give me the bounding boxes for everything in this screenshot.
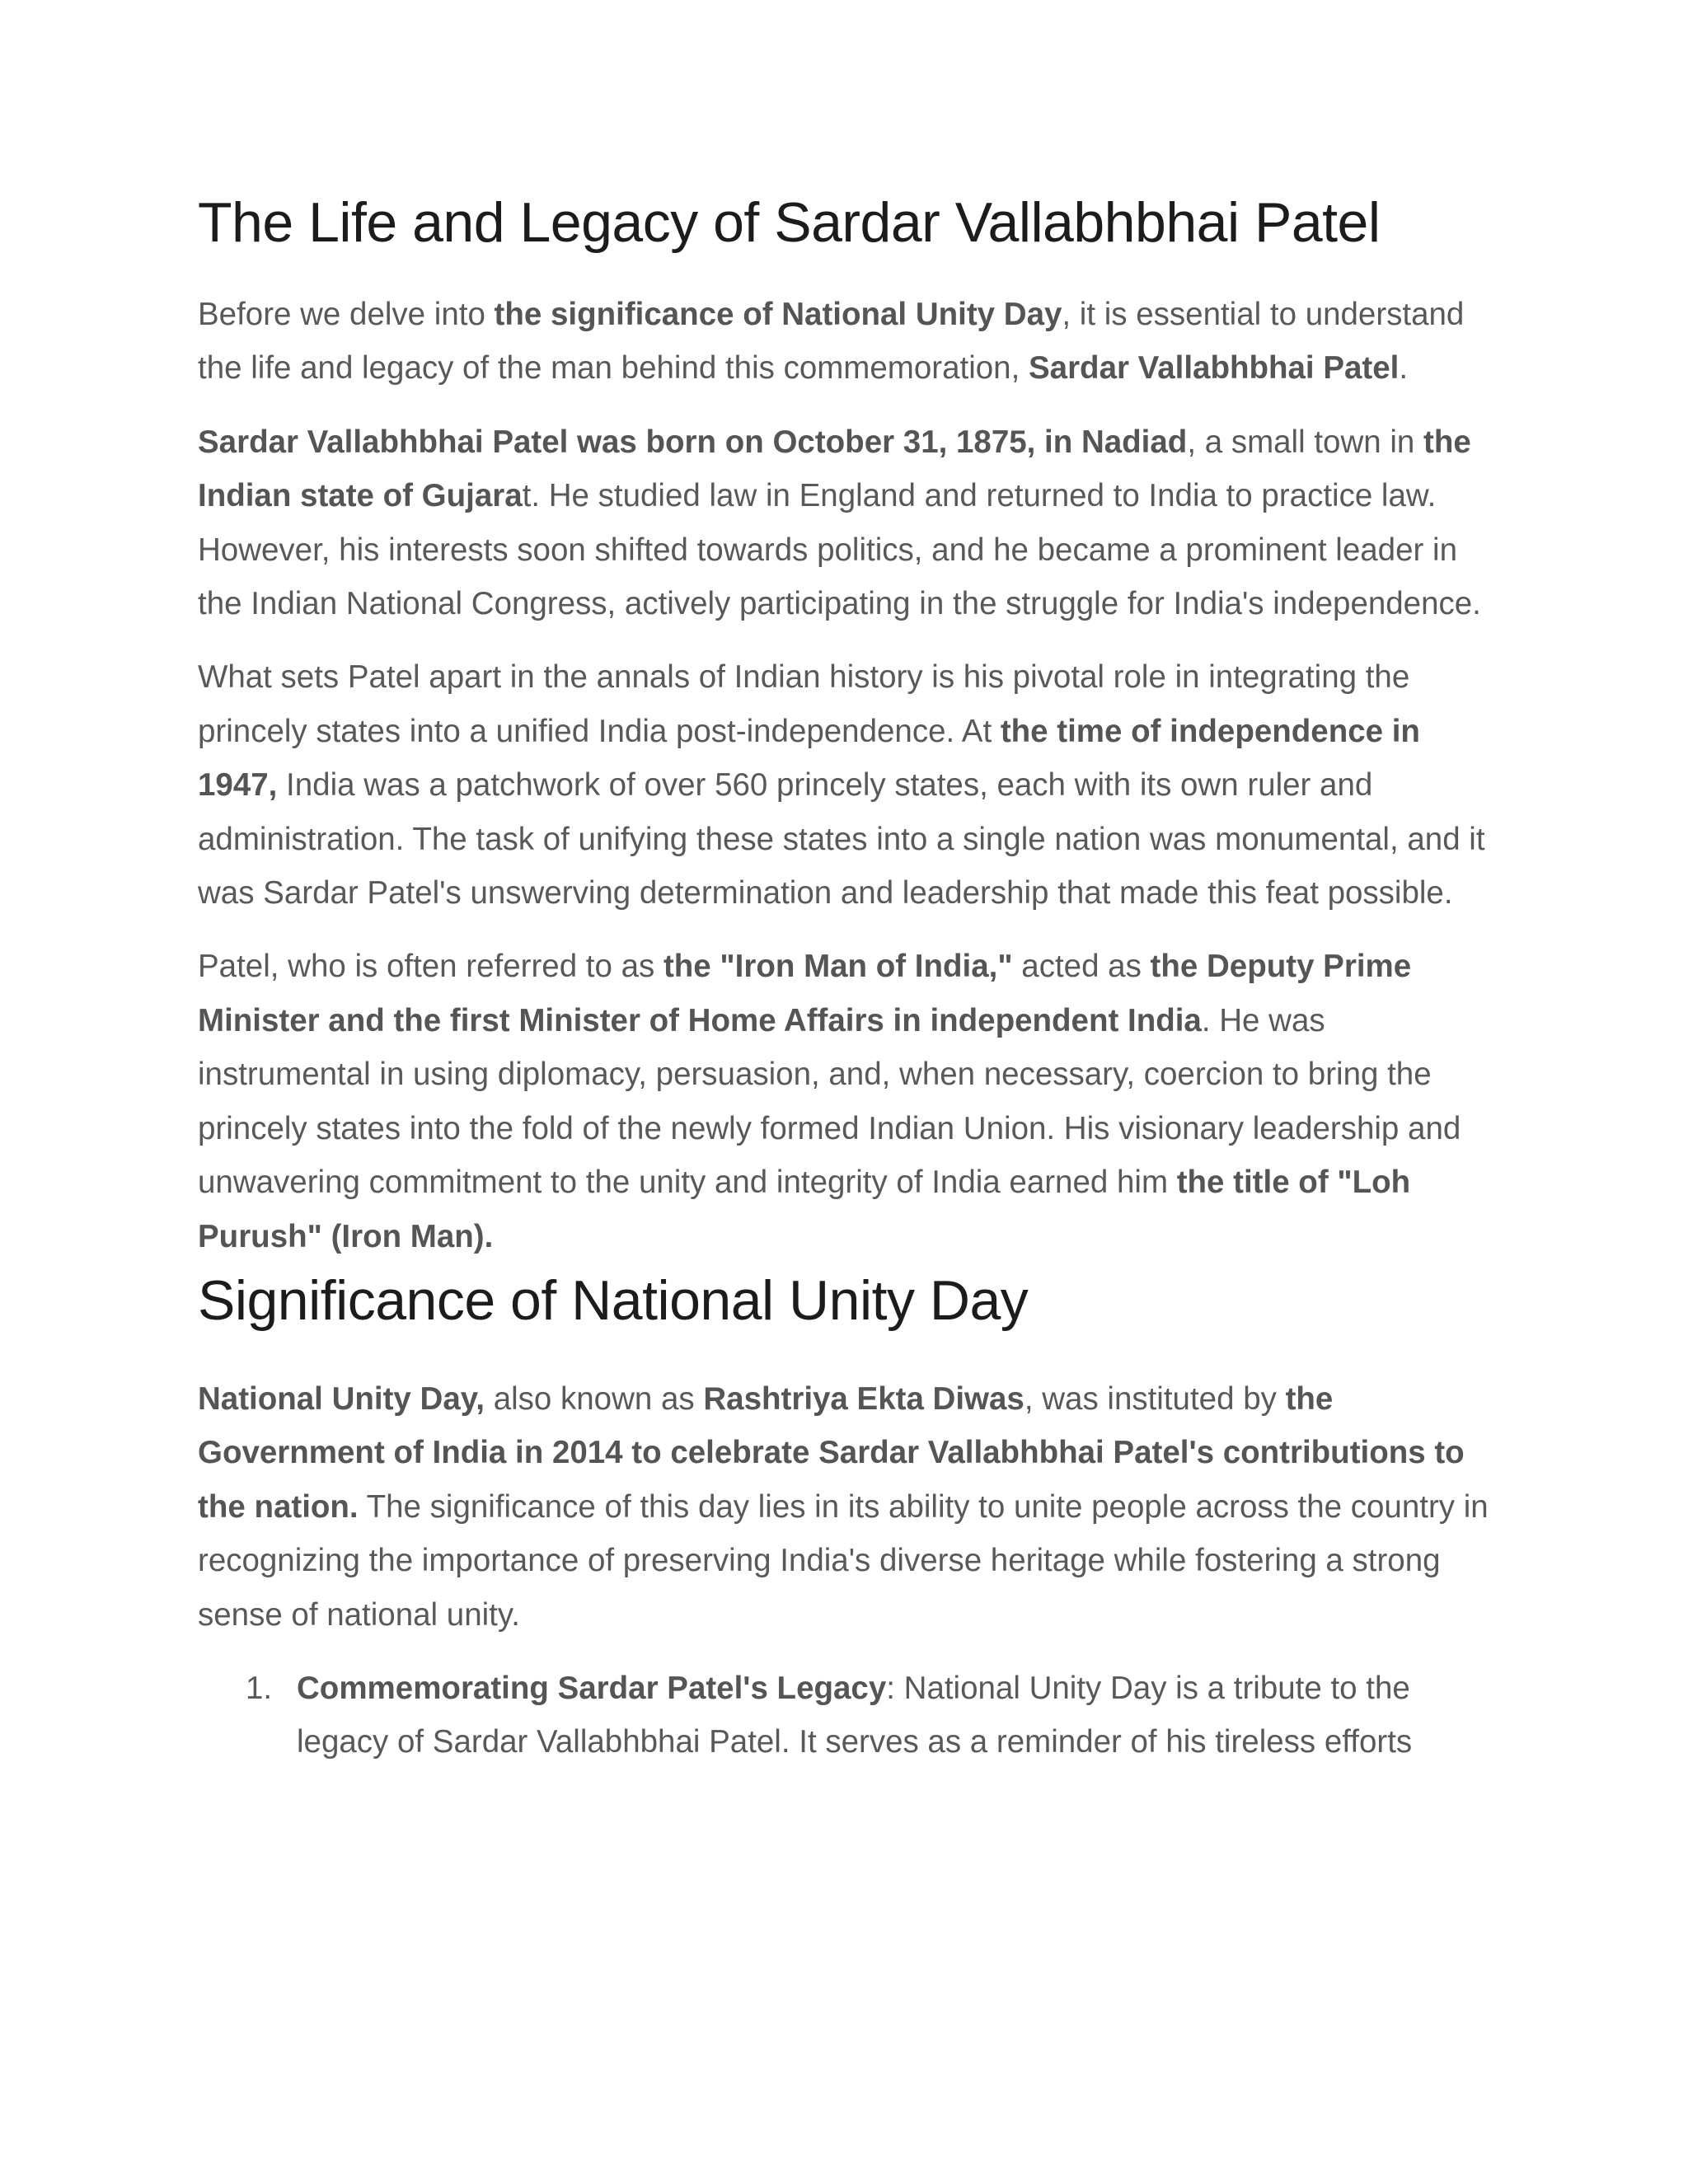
paragraph-unity-day	[198, 1372, 1500, 1642]
bold-text-run: the significance of National Unity Day	[494, 297, 1062, 332]
text-run: What sets Patel apart in the annals of Indian history is his pivotal role in integrating the princely states into a unified India post-independence. At	[198, 659, 1410, 749]
text-run: acted as	[1012, 949, 1151, 985]
bold-text-run: Sardar Vallabhbhai Patel	[1028, 350, 1400, 387]
numbered-list	[198, 1661, 1500, 1769]
list-item-bold-title: Commemorating Sardar Patel's Legacy	[297, 1670, 887, 1706]
bold-text-run: Rashtriya Ekta Diwas	[703, 1380, 1025, 1417]
list-item	[198, 1661, 1500, 1769]
paragraph-integration	[198, 650, 1500, 920]
bold-text-run: the Indian state of Gujara	[198, 424, 1471, 514]
text-run: .	[1399, 350, 1409, 387]
text-run: Patel, who is often referred to as	[198, 949, 663, 985]
paragraph-iron-man	[198, 940, 1500, 1263]
bold-text-run: the time of independence in 1947,	[198, 713, 1420, 804]
paragraph-birth	[198, 415, 1500, 631]
bold-text-run: the "Iron Man of India,"	[663, 949, 1013, 985]
bold-text-run: Sardar Vallabhbhai Patel was born on October 31, 1875, in Nadiad	[198, 424, 1188, 460]
bold-text-run: the title of "Loh Purush" (Iron Man).	[198, 1165, 1411, 1254]
text-run: t. He studied law in England and returned to India to practice law. However, his interests soon shifted towards politics, and he became a prominent leader in the Indian National Congress, actively participating in the struggle for India's independence.	[198, 478, 1481, 622]
text-run: India was a patchwork of over 560 princely states, each with its own ruler and administration. The task of unifying these states into a single nation was monumental, and it was Sardar Patel's unswerving determination and leadership that made this feat possible.	[198, 767, 1485, 912]
text-run: also known as	[485, 1380, 704, 1417]
text-run: , was instituted by	[1024, 1380, 1286, 1417]
paragraph-intro	[198, 288, 1500, 396]
document-page	[198, 185, 1500, 1769]
bold-text-run: National Unity Day,	[198, 1380, 485, 1417]
text-run: Before we delve into	[198, 297, 495, 332]
text-run: The significance of this day lies in its ability to unite people across the country in recognizing the importance of preserving India's diverse heritage while fostering a strong sense of national unity.	[198, 1488, 1489, 1633]
text-run: , a small town in	[1187, 424, 1424, 460]
list-item-text: : National Unity Day is a tribute to the legacy of Sardar Vallabhbhai Patel. It serves as a reminder of his tireless efforts	[297, 1670, 1413, 1760]
bold-text-run: the Deputy Prime Minister and the first Minister of Home Affairs in independent India	[198, 949, 1412, 1038]
list-item-number: 1.	[246, 1670, 273, 1706]
section-heading-significance: Significance of National Unity Day	[198, 1268, 1029, 1332]
section-heading-life-and-legacy: The Life and Legacy of Sardar Vallabhbhai Patel	[198, 191, 1381, 254]
text-run: . He was instrumental in using diplomacy, persuasion, and, when necessary, coercion to bring the princely states into the fold of the newly formed Indian Union. His visionary leadership and unwavering commitment to the unity and integrity of India earned him	[198, 1002, 1461, 1201]
text-run: , it is essential to understand the life and legacy of the man behind this commemoration,	[198, 297, 1465, 387]
bold-text-run: the Government of India in 2014 to celebrate Sardar Vallabhbhai Patel's contributions to the nation.	[198, 1380, 1465, 1525]
